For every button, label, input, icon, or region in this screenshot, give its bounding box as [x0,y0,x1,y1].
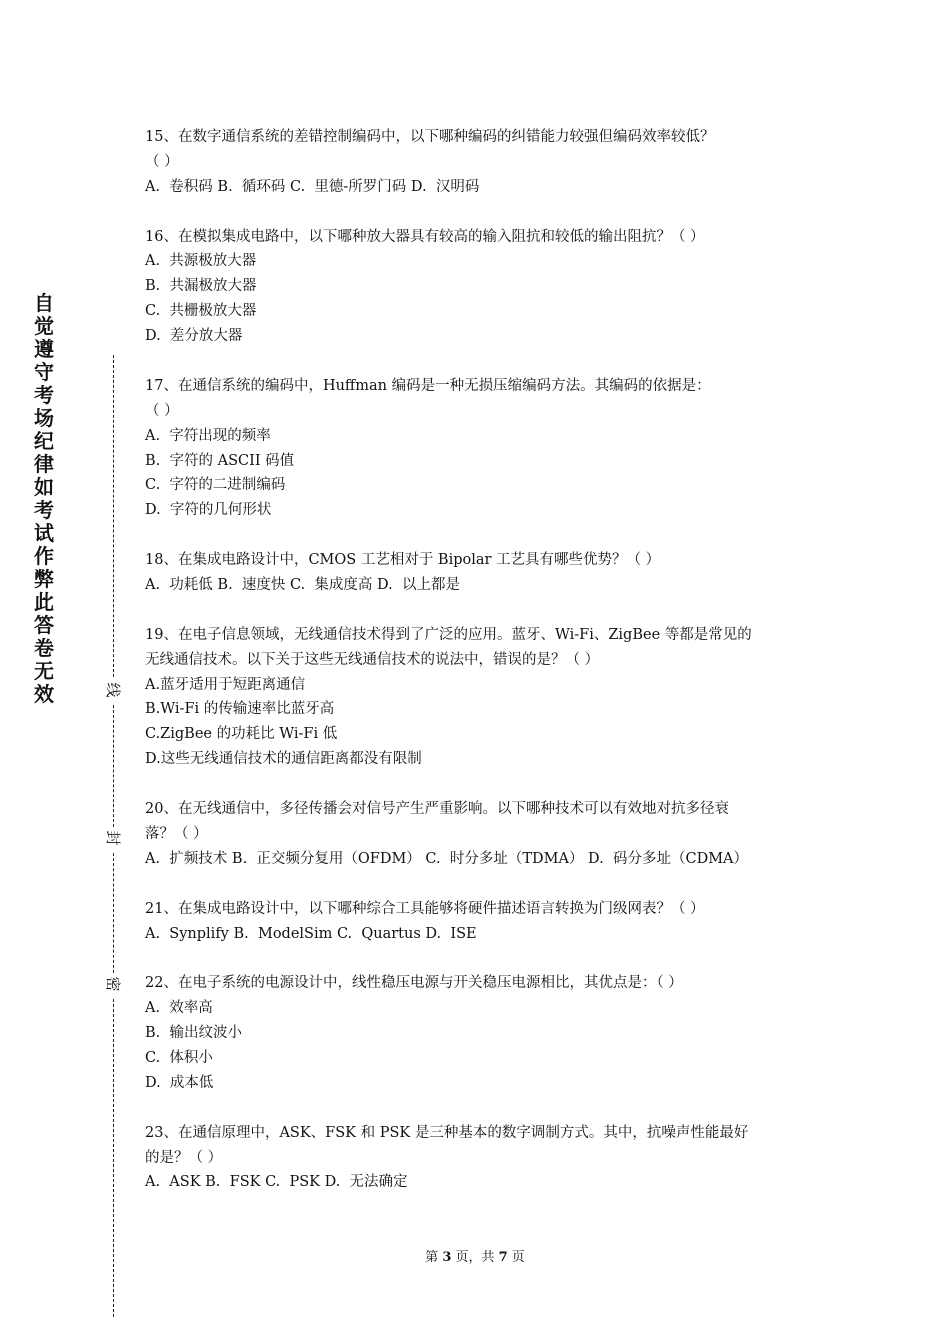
question-stem-line: 落？（ ） [145,825,208,842]
answer-option: A. ASK B. FSK C. PSK D. 无法确定 [145,1174,408,1191]
answer-option: D.这些无线通信技术的通信距离都没有限制 [145,751,422,768]
binding-line-dashed [113,355,114,677]
answer-option: A. 扩频技术 B. 正交频分复用（OFDM） C. 时分多址（TDMA） D. 码分多址（CDMA） [145,850,749,867]
question-stem-line: 20、在无线通信中，多径传播会对信号产生严重影响。以下哪种技术可以有效地对抗多径衰 [145,801,729,818]
answer-option: D. 字符的几何形状 [145,502,272,519]
question-15 [145,125,825,200]
answer-option: D. 成本低 [145,1074,214,1091]
question-stem-line: 17、在通信系统的编码中，Huffman 编码是一种无损压缩编码方法。其编码的依据是： [145,377,711,394]
answer-option: C. 共栅极放大器 [145,303,257,320]
question-list [145,125,825,1220]
question-stem-line: （ ） [145,402,179,419]
footer-middle: 页，共 [451,1250,499,1265]
total-pages: 7 [498,1250,508,1265]
page-footer [0,1246,950,1265]
answer-option: B. 字符的 ASCII 码值 [145,452,295,469]
question-stem-line: 23、在通信原理中，ASK、FSK 和 PSK 是三种基本的数字调制方式。其中，抗噪声性能最好 [145,1124,749,1141]
answer-option: A.蓝牙适用于短距离通信 [145,676,306,693]
question-20 [145,797,825,872]
question-stem-line: 19、在电子信息领域，无线通信技术得到了广泛的应用。蓝牙、Wi-Fi、ZigBee 等都是常见的 [145,626,752,643]
binding-line-dashed [113,853,114,973]
seal-label-line: 线 [104,682,122,698]
question-stem-line: 的是？（ ） [145,1149,223,1166]
seal-label-secret: 密 [104,976,122,992]
binding-line-dashed [113,999,114,1317]
answer-option: A. 功耗低 B. 速度快 C. 集成度高 D. 以上都是 [145,577,460,594]
answer-option: B.Wi-Fi 的传输速率比蓝牙高 [145,701,335,718]
question-18 [145,548,825,598]
question-stem-line: （ ） [145,153,179,170]
question-stem-line: 22、在电子系统的电源设计中，线性稳压电源与开关稳压电源相比，其优点是：（ ） [145,975,683,992]
answer-option: C.ZigBee 的功耗比 Wi-Fi 低 [145,726,338,743]
seal-label-seal: 封 [104,830,122,846]
question-stem-line: 无线通信技术。以下关于这些无线通信技术的说法中，错误的是？（ ） [145,651,600,668]
current-page: 3 [442,1250,452,1265]
answer-option: D. 差分放大器 [145,328,243,345]
answer-option: A. 字符出现的频率 [145,427,271,444]
binding-line-dashed [113,705,114,827]
answer-option: C. 字符的二进制编码 [145,477,286,494]
answer-option: C. 体积小 [145,1049,213,1066]
question-stem-line: 16、在模拟集成电路中，以下哪种放大器具有较高的输入阻抗和较低的输出阻抗？（ ） [145,228,705,245]
answer-option: B. 输出纹波小 [145,1025,242,1042]
question-22 [145,971,825,1095]
question-16 [145,225,825,349]
question-23 [145,1121,825,1196]
question-17 [145,374,825,523]
answer-option: A. 卷积码 B. 循环码 C. 里德-所罗门码 D. 汉明码 [145,178,480,195]
question-21 [145,897,825,947]
exam-discipline-notice: 自觉遵守考场纪律如考试作弊此答卷无效 [34,291,54,706]
answer-option: B. 共漏极放大器 [145,278,257,295]
question-stem-line: 18、在集成电路设计中，CMOS 工艺相对于 Bipolar 工艺具有哪些优势？（ ） [145,552,661,569]
answer-option: A. 效率高 [145,1000,213,1017]
answer-option: A. Synplify B. ModelSim C. Quartus D. ISE [145,925,477,942]
question-stem-line: 15、在数字通信系统的差错控制编码中，以下哪种编码的纠错能力较强但编码效率较低？ [145,129,715,145]
answer-option: A. 共源极放大器 [145,253,257,270]
footer-prefix: 第 [425,1250,443,1265]
footer-suffix: 页 [507,1250,525,1265]
question-19 [145,623,825,772]
question-stem-line: 21、在集成电路设计中，以下哪种综合工具能够将硬件描述语言转换为门级网表？（ ） [145,900,705,917]
